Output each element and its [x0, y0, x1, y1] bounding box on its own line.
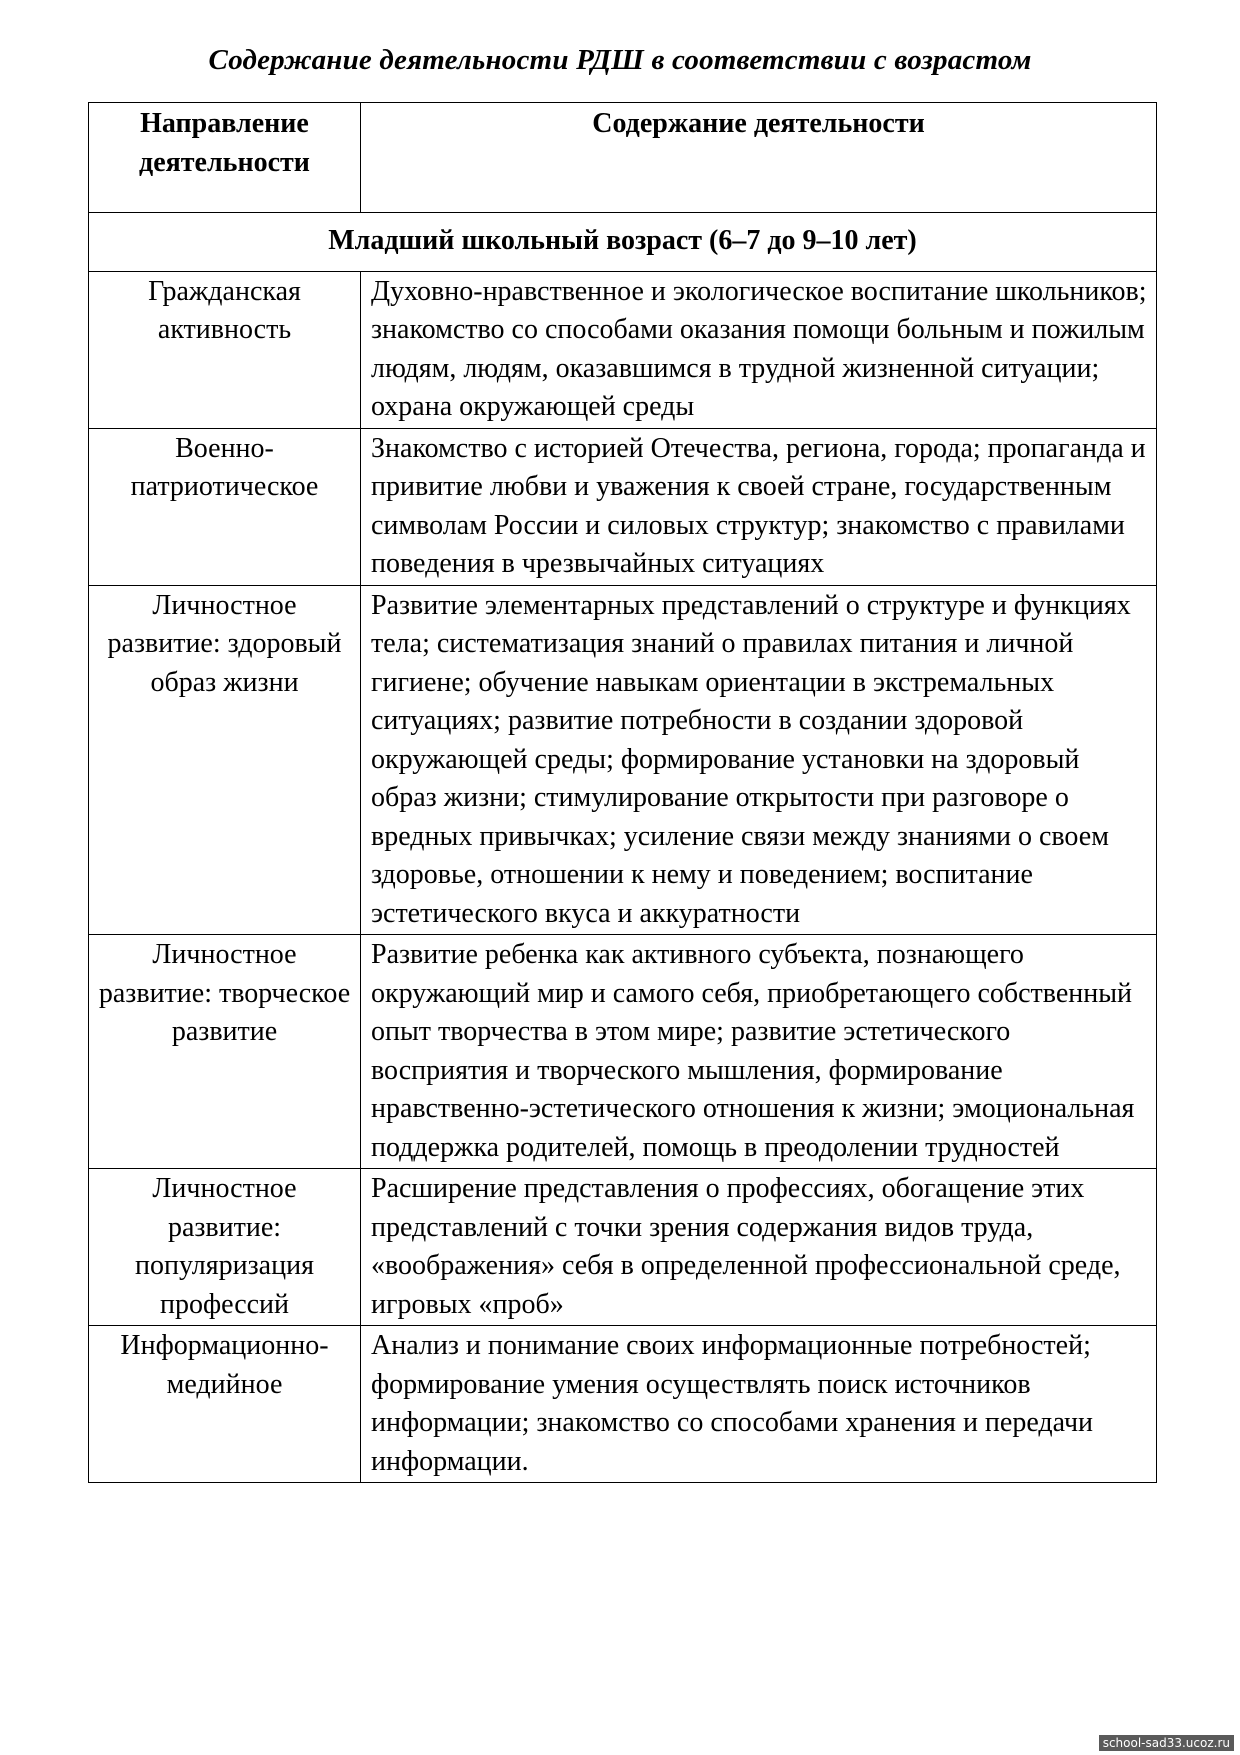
section-title: Младший школьный возраст (6–7 до 9–10 лет) — [89, 213, 1157, 272]
row-direction: Личностное развитие: популяризация профессий — [89, 1169, 361, 1326]
row-content: Развитие ребенка как активного субъекта, познающего окружающий мир и самого себя, приобретающего собственный опыт творчества в этом мире; развитие эстетического восприятия и творческого мышления, формирование нравственно-эстетического отношения к жизни; эмоциональная поддержка родителей, помощь в преодолении трудностей — [361, 935, 1157, 1169]
row-content: Анализ и понимание своих информационные потребностей; формирование умения осуществлять поиск источников информации; знакомство со способами хранения и передачи информации. — [361, 1326, 1157, 1483]
row-content: Духовно-нравственное и экологическое воспитание школьников; знакомство со способами оказания помощи больным и пожилым людям, людям, оказавшимся в трудной жизненной ситуации; охрана окружающей среды — [361, 271, 1157, 428]
table-row — [89, 1169, 1157, 1326]
row-direction: Гражданская активность — [89, 271, 361, 428]
row-content: Знакомство с историей Отечества, региона, города; пропаганда и привитие любви и уважения к своей стране, государственным символам России и силовых структур; знакомство с правилами поведения в чрезвычайных ситуациях — [361, 428, 1157, 585]
activity-table — [88, 102, 1157, 1483]
header-direction: Направление деятельности — [89, 103, 361, 213]
row-direction: Военно-патриотическое — [89, 428, 361, 585]
table-row — [89, 271, 1157, 428]
document-title: Содержание деятельности РДШ в соответствии с возрастом — [208, 44, 1032, 76]
row-content: Расширение представления о профессиях, обогащение этих представлений с точки зрения содержания видов труда, «воображения» себя в определенной профессиональной среде, игровых «проб» — [361, 1169, 1157, 1326]
site-watermark: school-sad33.ucoz.ru — [1099, 1735, 1234, 1751]
table-row — [89, 585, 1157, 935]
row-direction: Информационно-медийное — [89, 1326, 361, 1483]
table-row — [89, 1326, 1157, 1483]
table-header-row — [89, 103, 1157, 213]
row-direction: Личностное развитие: творческое развитие — [89, 935, 361, 1169]
section-row — [89, 213, 1157, 272]
row-direction: Личностное развитие: здоровый образ жизни — [89, 585, 361, 935]
header-content: Содержание деятельности — [361, 103, 1157, 213]
table-row — [89, 428, 1157, 585]
row-content: Развитие элементарных представлений о структуре и функциях тела; систематизация знаний о правилах питания и личной гигиене; обучение навыкам ориентации в экстремальных ситуациях; развитие потребности в создании здоровой окружающей среды; формирование установки на здоровый образ жизни; стимулирование открытости при разговоре о вредных привычках; усиление связи между знаниями о своем здоровье, отношении к нему и поведением; воспитание эстетического вкуса и аккуратности — [361, 585, 1157, 935]
table-row — [89, 935, 1157, 1169]
